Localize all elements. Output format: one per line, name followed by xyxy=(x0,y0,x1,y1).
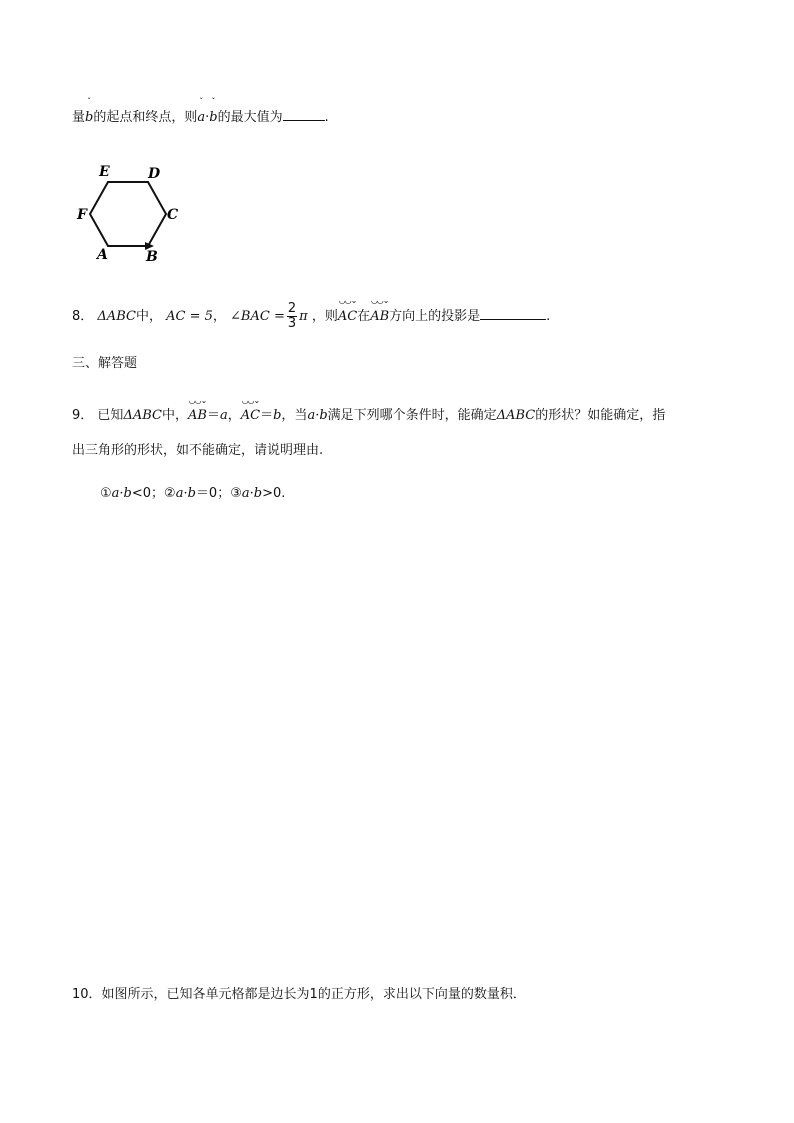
vector-AB: ◡◡⌄ AB xyxy=(370,296,390,324)
question-10: 10．如图所示，已知各单元格都是边长为1的正方形，求出以下向量的数量积． xyxy=(72,987,526,1002)
vector-AC: ◡◡⌄ AC xyxy=(337,296,358,324)
question-9-line-1: 9． 已知ΔABC中， ◡◡⌄ AB＝a， ◡◡⌄ AC＝b，当a·b满足下列哪个条件时，能确定ΔABC的形状？如能确定，指 xyxy=(72,406,665,426)
answer-blank[interactable] xyxy=(283,106,325,121)
vector-AC: ◡◡⌄ AC xyxy=(240,396,261,423)
label-D: D xyxy=(148,166,161,182)
vector-arrow-icon: ˇ xyxy=(211,97,216,106)
vector-arrow-icon: ˇ xyxy=(87,97,92,106)
label-F: F xyxy=(77,207,87,223)
vector-arrow-icon: ◡◡⌄ xyxy=(370,296,389,305)
label-A: A xyxy=(97,247,108,263)
q7-tail-line: 量 ˇ b的起点和终点，则 ˇ a· ˇ b的最大值为 . xyxy=(72,106,329,128)
question-9-line-2: 出三角形的形状，如不能确定，请说明理由. xyxy=(72,443,324,458)
vector-arrow-icon: ◡◡⌄ xyxy=(338,296,357,305)
vector-arrow-icon: ◡◡⌄ xyxy=(188,396,207,405)
vector-arrow-icon: ˇ xyxy=(199,97,204,106)
vector-AB: ◡◡⌄ AB xyxy=(187,396,207,423)
vector-b: ˇ b xyxy=(209,97,218,125)
section-heading: 三、解答题 xyxy=(72,356,138,371)
hexagon-shape xyxy=(90,182,166,246)
label-E: E xyxy=(99,164,110,180)
fraction-two-thirds: $\frac{2}{3}$ xyxy=(287,301,297,331)
question-9-conditions: ①a·b<0；②a·b＝0；③a·b>0. xyxy=(100,486,286,501)
hexagon-figure xyxy=(72,158,192,268)
question-8: 8． ΔABC中， AC = 5， ∠BAC = $\frac{2}{3}$ π ，则 ◡◡⌄ AC在 ◡◡⌄ AB方向上的投影是 . xyxy=(72,296,551,331)
vector-arrow-icon: ◡◡⌄ xyxy=(241,396,260,405)
label-C: C xyxy=(167,207,179,223)
label-B: B xyxy=(146,249,158,265)
vector-a: ˇ a xyxy=(197,97,206,125)
vector-b: ˇ b xyxy=(85,97,94,125)
answer-blank[interactable] xyxy=(480,305,546,320)
